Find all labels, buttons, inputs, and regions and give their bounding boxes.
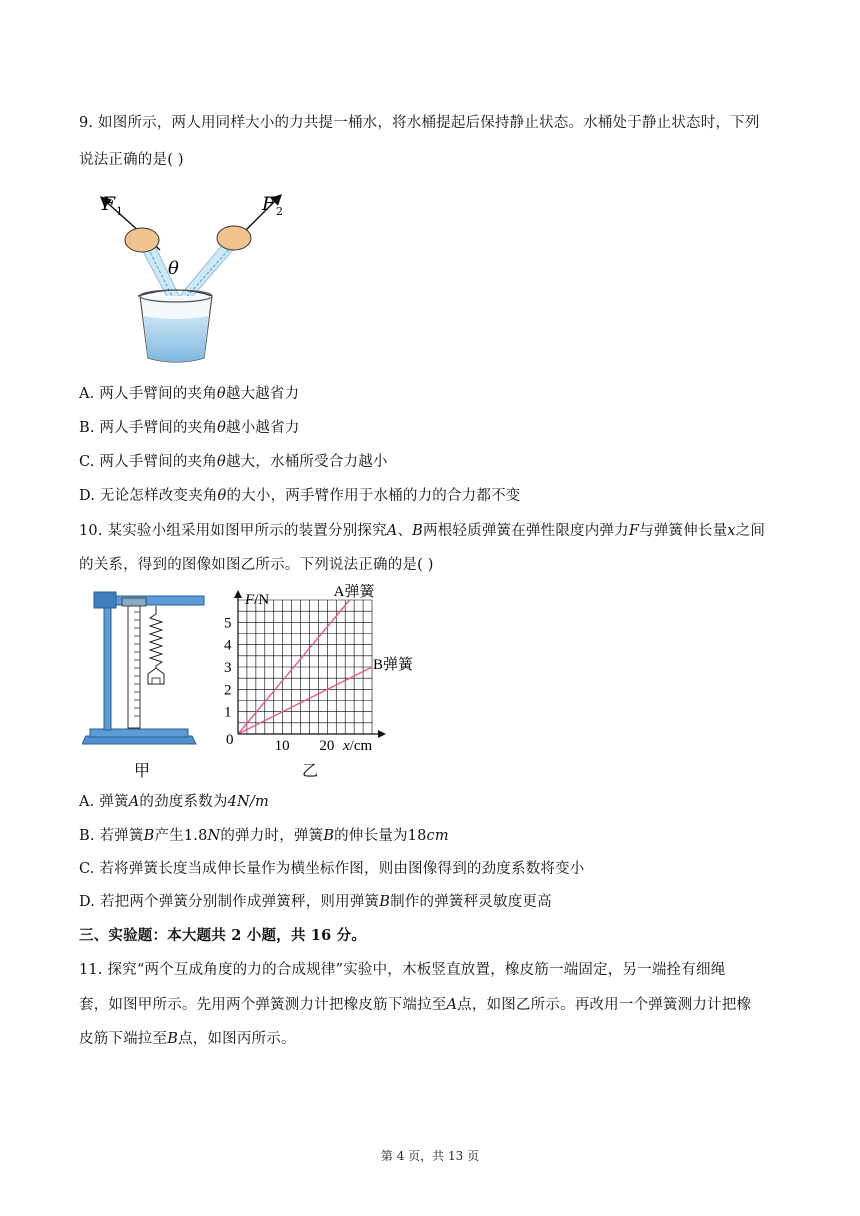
q10-option-c[interactable]: C. 若将弹簧长度当成伸长量作为横坐标作图，则由图像得到的劲度系数将变小 <box>79 861 585 877</box>
y-tick-label: 4 <box>224 637 232 654</box>
q9-option-d[interactable]: D. 无论怎样改变夹角θ的大小，两手臂作用于水桶的力的合力都不变 <box>79 488 521 504</box>
f2-subscript: 2 <box>276 205 283 218</box>
q9-option-c[interactable]: C. 两人手臂间的夹角θ越大，水桶所受合力越小 <box>79 454 388 470</box>
q10-option-a[interactable]: A. 弹簧A的劲度系数为4N/m <box>79 794 269 810</box>
f1-subscript: 1 <box>116 205 123 218</box>
q9-stem-line2: 说法正确的是( ) <box>79 152 184 168</box>
y-tick-label: 5 <box>224 615 232 632</box>
fig-yi-label: 乙 <box>302 761 319 780</box>
x-tick-label: 10 <box>274 738 290 754</box>
fig-jia-label: 甲 <box>134 761 151 780</box>
x-tick-label: 20 <box>319 738 335 754</box>
y-tick-label: 1 <box>224 704 232 721</box>
y-tick-label: 2 <box>224 682 232 699</box>
q11-line1: 11. 探究“两个互成角度的力的合成规律”实验中，木板竖直放置，橡皮筋一端固定，另一端拴有细绳 <box>79 962 726 978</box>
q10-stem-line2: 的关系，得到的图像如图乙所示。下列说法正确的是( ) <box>79 557 434 573</box>
page-footer: 第 4 页，共 13 页 <box>380 1149 480 1163</box>
chart-origin-label: 0 <box>226 732 234 748</box>
q9-stem-line1: 9. 如图所示，两人用同样大小的力共提一桶水，将水桶提起后保持静止状态。水桶处于静止状态时，下列 <box>79 115 760 131</box>
f1-label: F <box>102 193 116 215</box>
chart-grid <box>238 600 372 734</box>
q10-figure-yi-chart <box>218 584 418 784</box>
y-tick-label: 3 <box>224 660 232 676</box>
series-label-b: B弹簧 <box>373 657 414 673</box>
f2-label: F <box>262 193 276 215</box>
q11-line2: 套，如图甲所示。先用两个弹簧测力计把橡皮筋下端拉至A点，如图乙所示。再改用一个弹簧测力计把橡 <box>79 997 752 1013</box>
q10-figure-jia-apparatus <box>82 584 212 784</box>
q9-figure-bucket <box>88 188 298 368</box>
q10-stem-line1: 10. 某实验小组采用如图甲所示的装置分别探究A、B两根轻质弹簧在弹性限度内弹力F与弹簧伸长量x之间 <box>79 523 766 539</box>
theta-label: θ <box>168 258 179 279</box>
chart-xlabel: x/cm <box>343 738 373 754</box>
q10-option-b[interactable]: B. 若弹簧B产生1.8N的弹力时，弹簧B的伸长量为18cm <box>79 828 449 844</box>
q10-option-d[interactable]: D. 若把两个弹簧分别制作成弹簧秤，则用弹簧B制作的弹簧秤灵敏度更高 <box>79 894 552 910</box>
q9-option-b[interactable]: B. 两人手臂间的夹角θ越小越省力 <box>79 420 300 436</box>
chart-ylabel: F/N <box>245 592 270 608</box>
q11-line3: 皮筋下端拉至B点，如图丙所示。 <box>79 1031 296 1047</box>
section3-heading: 三、实验题：本大题共 2 小题，共 16 分。 <box>79 927 367 944</box>
series-label-a: A弹簧 <box>333 584 375 600</box>
q9-option-a[interactable]: A. 两人手臂间的夹角θ越大越省力 <box>79 386 300 402</box>
